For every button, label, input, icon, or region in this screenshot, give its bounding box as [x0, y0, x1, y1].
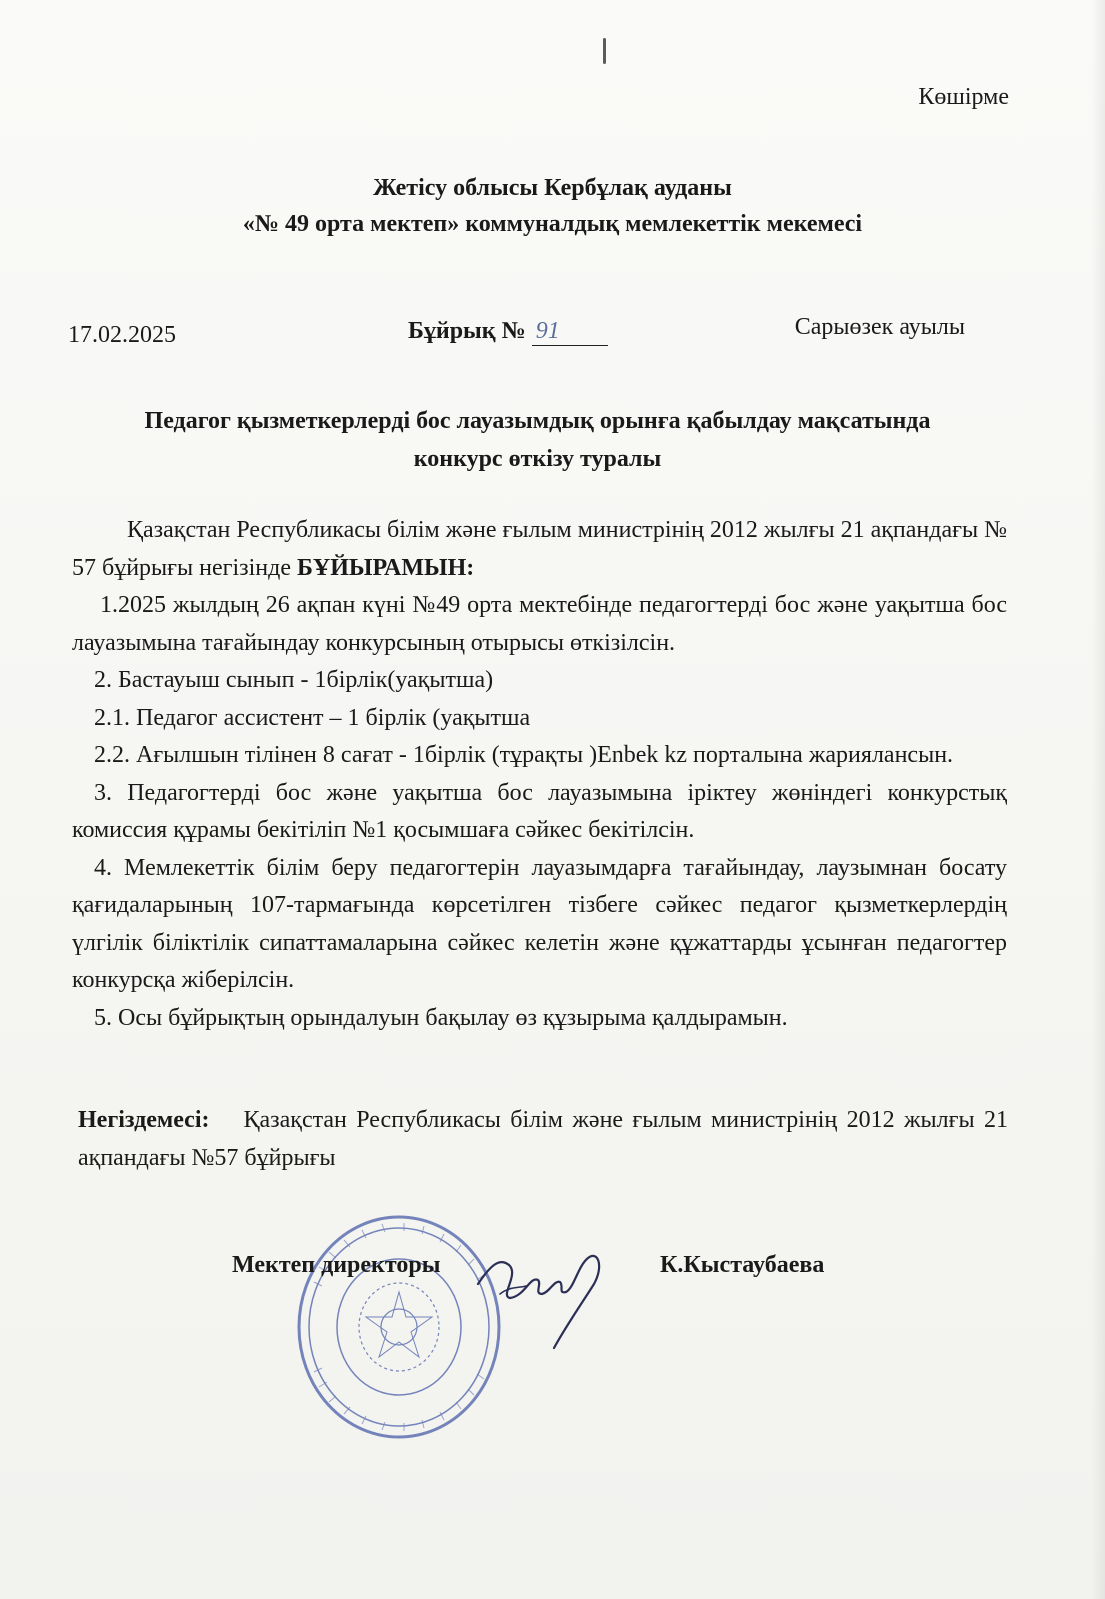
basis-label: Негіздемесі:: [78, 1107, 210, 1133]
basis-text: Қазақстан Республикасы білім және ғылым министрінің 2012 жылғы 21 ақпандағы №57 бұйрығы: [78, 1107, 1008, 1171]
header-line-region: Жетісу облысы Кербұлақ ауданы: [373, 175, 732, 201]
copy-label: Көшірме: [918, 84, 1009, 110]
item-2-2: 2.2. Ағылшын тілінен 8 сағат - 1бірлік (тұрақты )Enbek kz порталына жариялансын.: [94, 742, 954, 768]
item-4: 4. Мемлекеттік білім беру педагогтерін лауазымдарға тағайындау, лаузымнан босату қағидаларының 107-тармағында көрсетілген тізбеге сәйкес педагог қызметкерлердің үлгілік біліктілік сипаттамаларына сәйкес келетін және құжаттарды ұсынған педагогтер конкурсқа жіберілсін.: [72, 854, 1007, 993]
intro-order-word: БҰЙЫРАМЫН:: [297, 554, 475, 581]
order-date: 17.02.2025: [68, 322, 176, 348]
header-line-school: «№ 49 орта мектеп» коммуналдық мемлекеттік мекемесі: [242, 211, 863, 237]
signature-role: Мектеп директоры: [232, 1252, 441, 1278]
director-signature-icon: [470, 1236, 620, 1356]
organization-header: [100, 170, 1005, 242]
signature-name: К.Кыстаубаева: [660, 1252, 825, 1278]
title-line-2: конкурс өткізу туралы: [413, 446, 662, 472]
document-body: [72, 512, 1007, 1037]
order-label: Бұйрық №: [408, 318, 526, 344]
order-place: Сарыөзек ауылы: [794, 314, 965, 340]
document-title: [70, 402, 1005, 478]
order-number: 91: [532, 318, 608, 346]
basis-section: [78, 1101, 1008, 1177]
punch-mark: [603, 38, 606, 64]
item-3: 3. Педагогтерді бос және уақытша бос лауазымына іріктеу жөніндегі конкурстық комиссия құрамы бекітіліп №1 қосымшаға сәйкес бекітілсін.: [72, 779, 1007, 843]
item-5: 5. Осы бұйрықтың орындалуын бақылау өз құзырыма қалдырамын.: [94, 1004, 788, 1031]
order-number-block: [408, 318, 608, 346]
intro-text: Қазақстан Республикасы білім және ғылым министрінің 2012 жылғы 21 ақпандағы № 57 бұйрығы негізінде: [72, 517, 1007, 581]
page-edge-shadow: [1091, 0, 1105, 1599]
item-2: 2. Бастауыш сынып - 1бірлік(уақытша): [94, 667, 494, 693]
title-line-1: Педагог қызметкерлерді бос лауазымдық орынға қабылдау мақсатында: [144, 408, 931, 434]
item-2-1: 2.1. Педагог ассистент – 1 бірлік (уақытша: [94, 704, 531, 731]
body-intro: [72, 512, 1007, 587]
item-1: 1.2025 жылдың 26 ақпан күні №49 орта мектебінде педагогтерді бос және уақытша бос лауазымына тағайындау конкурсының отырысы өткізілсін.: [72, 592, 1007, 656]
